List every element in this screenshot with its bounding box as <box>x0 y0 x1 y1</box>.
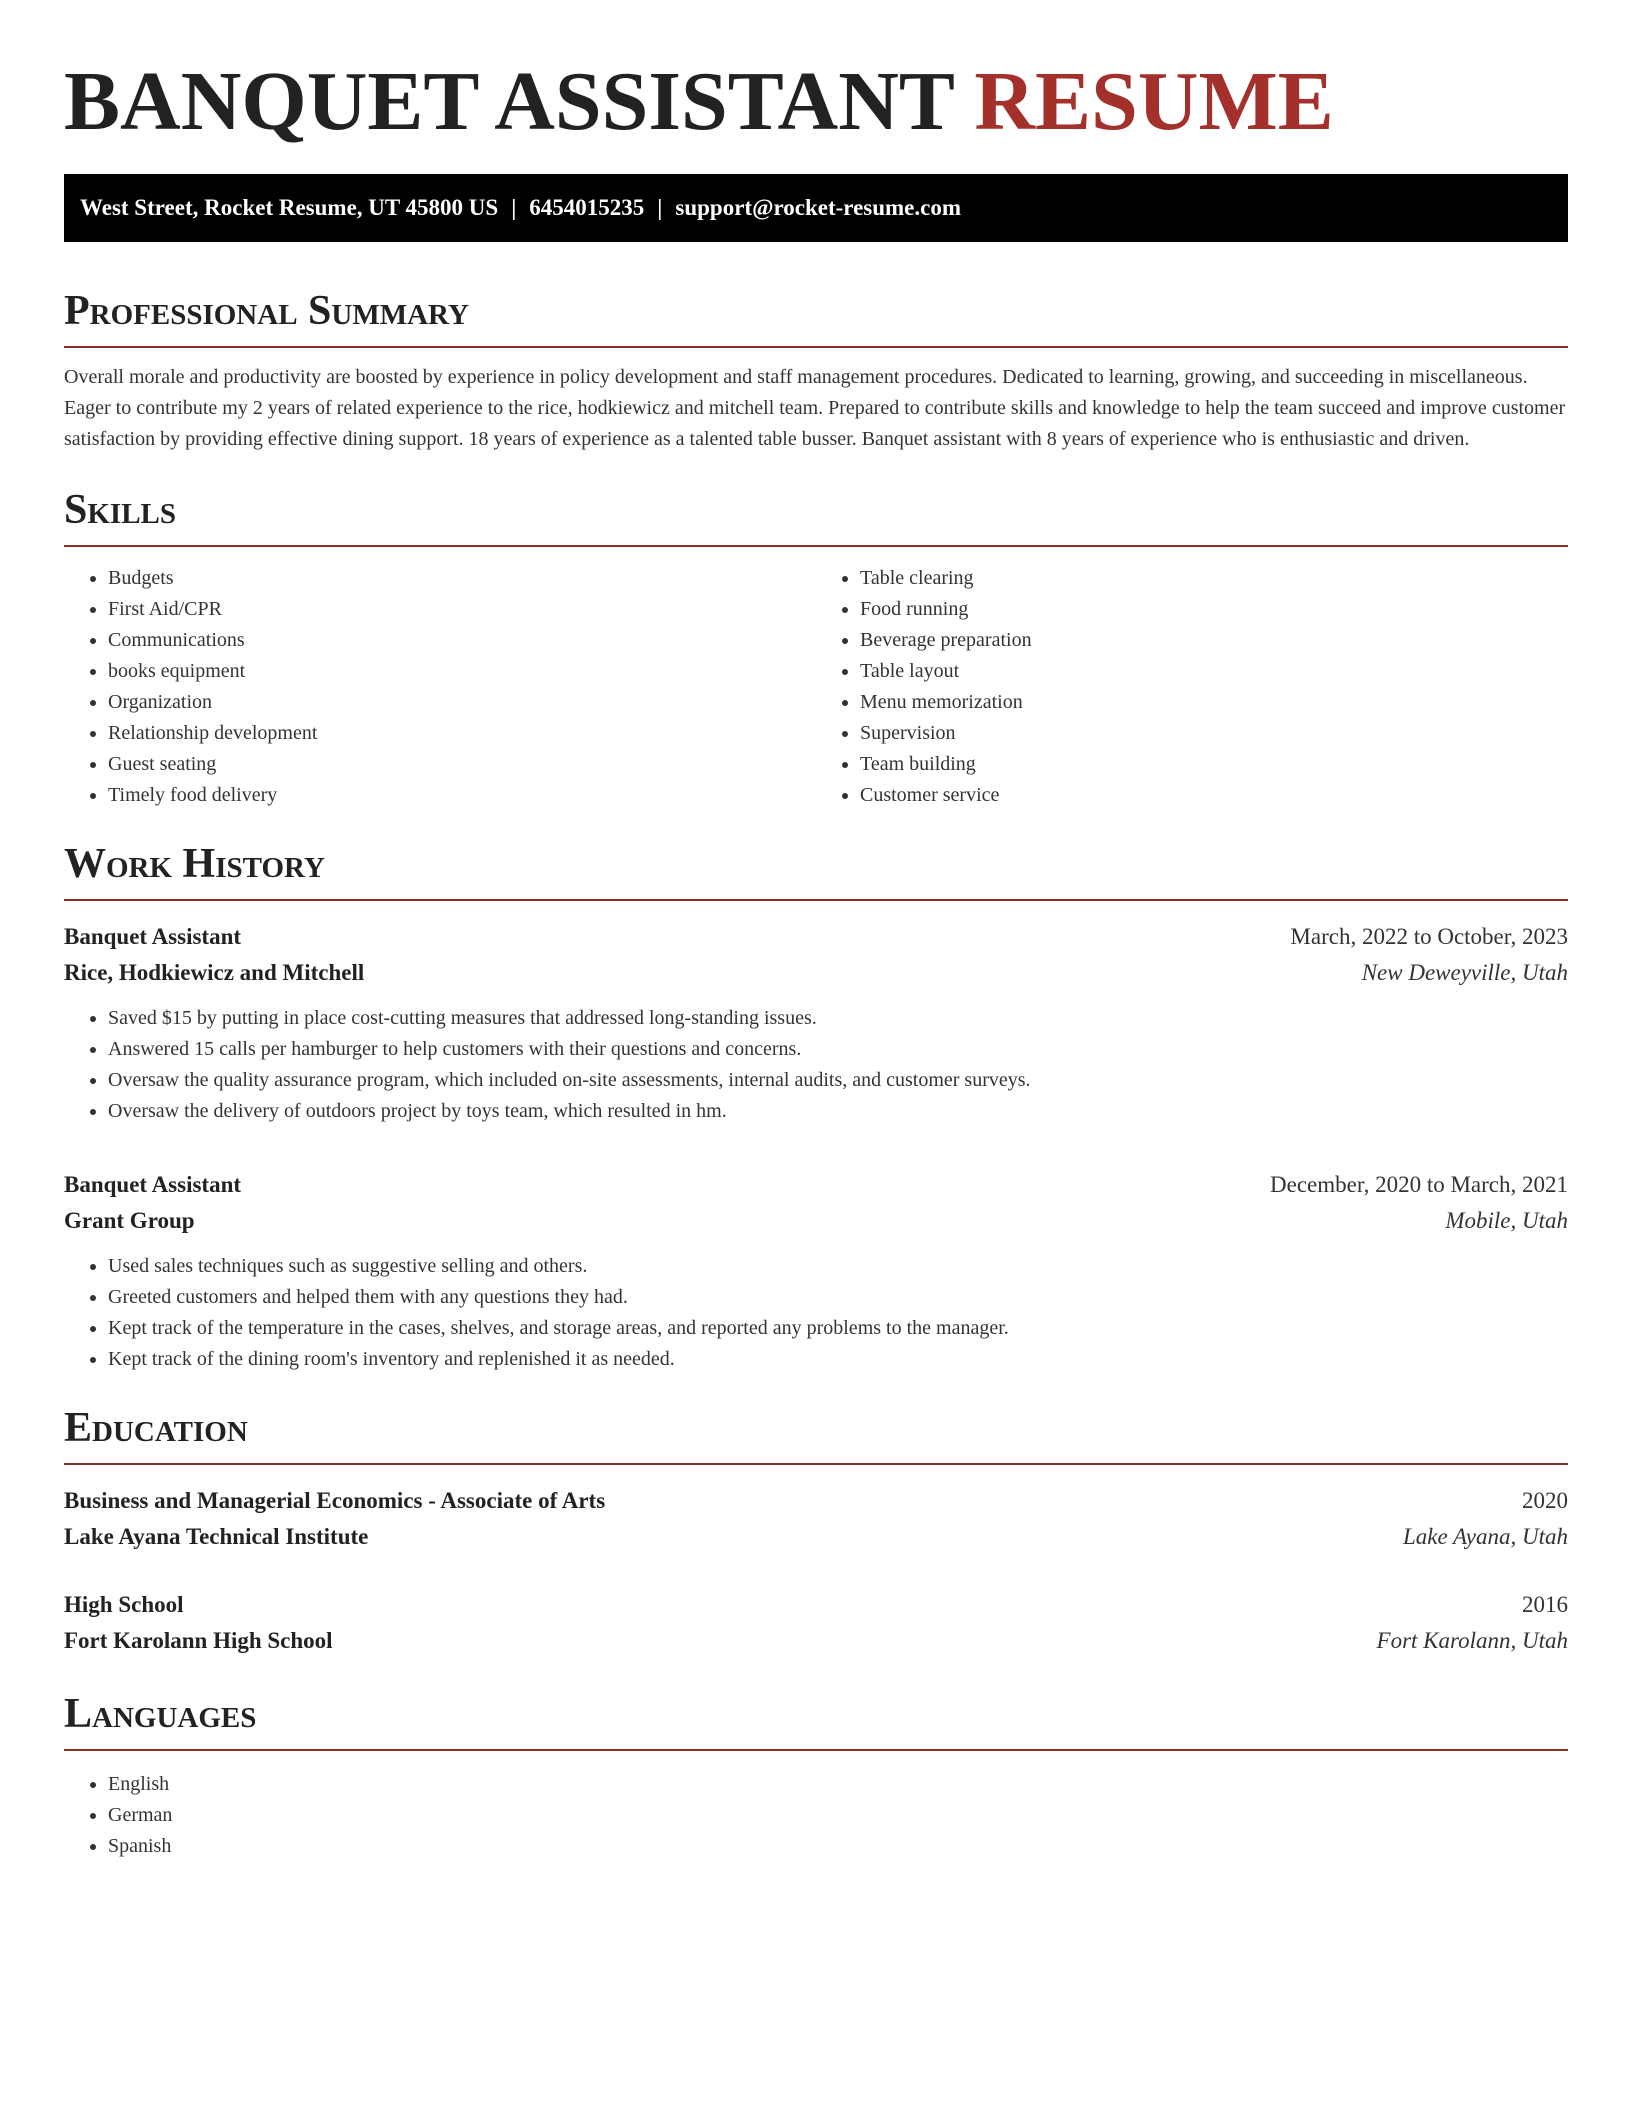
skill-item: • Organization <box>108 687 816 718</box>
education-year: 2016 <box>1522 1592 1568 1617</box>
skills-list-left <box>64 563 816 811</box>
skill-item: • Budgets <box>108 563 816 594</box>
job-dates: March, 2022 to October, 2023 <box>1290 924 1568 949</box>
skill-item: • Customer service <box>860 780 1568 811</box>
job-company: Grant Group <box>64 1208 195 1233</box>
language-item: • English <box>108 1769 1568 1800</box>
job-company-row <box>64 1203 1568 1239</box>
education-degree-row <box>64 1483 1568 1519</box>
education-entry <box>64 1483 1568 1555</box>
education-school: Lake Ayana Technical Institute <box>64 1524 369 1549</box>
job-bullet: • Used sales techniques such as suggestive selling and others. <box>108 1251 1568 1282</box>
education-location: Fort Karolann, Utah <box>1376 1628 1568 1653</box>
education-degree-row <box>64 1587 1568 1623</box>
skill-item: • Team building <box>860 749 1568 780</box>
job-bullet: • Answered 15 calls per hamburger to help customers with their questions and concerns. <box>108 1034 1568 1065</box>
skill-item: • Timely food delivery <box>108 780 816 811</box>
resume-title <box>64 0 1568 146</box>
job-title: Banquet Assistant <box>64 1172 242 1197</box>
skill-item: • Relationship development <box>108 718 816 749</box>
education-year: 2020 <box>1522 1488 1568 1513</box>
skill-item: • Supervision <box>860 718 1568 749</box>
work-history-heading: Work History <box>64 839 1568 901</box>
skill-item: • Table layout <box>860 656 1568 687</box>
education-location: Lake Ayana, Utah <box>1402 1524 1568 1549</box>
education-school-row <box>64 1623 1568 1659</box>
job-title: Banquet Assistant <box>64 924 242 949</box>
job-header-row <box>64 1167 1568 1203</box>
resume-page <box>64 0 1568 1862</box>
title-accent: RESUME <box>974 55 1334 148</box>
job-bullet: • Kept track of the temperature in the cases, shelves, and storage areas, and reported any problems to the manager. <box>108 1313 1568 1344</box>
summary-heading: Professional Summary <box>64 286 1568 348</box>
job-entry <box>64 919 1568 1127</box>
job-location: Mobile, Utah <box>1445 1208 1568 1233</box>
title-main: BANQUET ASSISTANT <box>64 55 954 148</box>
skill-item: • Food running <box>860 594 1568 625</box>
contact-separator: | <box>511 195 517 220</box>
education-school-row <box>64 1519 1568 1555</box>
job-company-row <box>64 955 1568 991</box>
job-bullet: • Oversaw the quality assurance program, which included on-site assessments, internal audits, and customer surveys. <box>108 1065 1568 1096</box>
skill-item: • Communications <box>108 625 816 656</box>
job-bullet: • Kept track of the dining room's inventory and replenished it as needed. <box>108 1344 1568 1375</box>
job-bullets <box>64 1003 1568 1127</box>
job-bullet: • Oversaw the delivery of outdoors project by toys team, which resulted in hm. <box>108 1096 1568 1127</box>
skill-item: • books equipment <box>108 656 816 687</box>
contact-separator: | <box>657 195 663 220</box>
education-entry <box>64 1587 1568 1659</box>
job-bullet: • Saved $15 by putting in place cost-cutting measures that addressed long-standing issues. <box>108 1003 1568 1034</box>
skill-item: • Guest seating <box>108 749 816 780</box>
summary-text: Overall morale and productivity are boosted by experience in policy development and staff management procedures. Dedicated to learning, growing, and succeeding in miscellaneous. Eager to contribute my 2 years of related experience to the rice, hodkiewicz and mitchell team. Prepared to contribute skills and knowledge to help the team succeed and improve customer satisfaction by providing effective dining support. 18 years of experience as a talented table busser. Banquet assistant with 8 years of experience who is enthusiastic and driven. <box>64 366 1566 450</box>
languages-heading: Languages <box>64 1689 1568 1751</box>
skills-heading: Skills <box>64 485 1568 547</box>
job-bullet: • Greeted customers and helped them with any questions they had. <box>108 1282 1568 1313</box>
education-degree: High School <box>64 1592 184 1617</box>
job-header-row <box>64 919 1568 955</box>
education-heading: Education <box>64 1403 1568 1465</box>
skills-list-right <box>816 563 1568 811</box>
skill-item: • Menu memorization <box>860 687 1568 718</box>
education-school: Fort Karolann High School <box>64 1628 333 1653</box>
language-item: • Spanish <box>108 1831 1568 1862</box>
skill-item: • Table clearing <box>860 563 1568 594</box>
job-company: Rice, Hodkiewicz and Mitchell <box>64 960 365 985</box>
job-location: New Deweyville, Utah <box>1361 960 1568 985</box>
language-item: • German <box>108 1800 1568 1831</box>
job-entry <box>64 1167 1568 1375</box>
skills-grid <box>64 563 1568 811</box>
skill-item: • First Aid/CPR <box>108 594 816 625</box>
skill-item: • Beverage preparation <box>860 625 1568 656</box>
languages-list <box>64 1769 1568 1862</box>
contact-bar <box>64 174 1568 242</box>
contact-phone[interactable]: 6454015235 <box>529 195 645 220</box>
education-degree: Business and Managerial Economics - Associate of Arts <box>64 1488 606 1513</box>
contact-address: West Street, Rocket Resume, UT 45800 US <box>80 195 499 220</box>
contact-email[interactable]: support@rocket-resume.com <box>675 195 962 220</box>
job-bullets <box>64 1251 1568 1375</box>
job-dates: December, 2020 to March, 2021 <box>1270 1172 1568 1197</box>
